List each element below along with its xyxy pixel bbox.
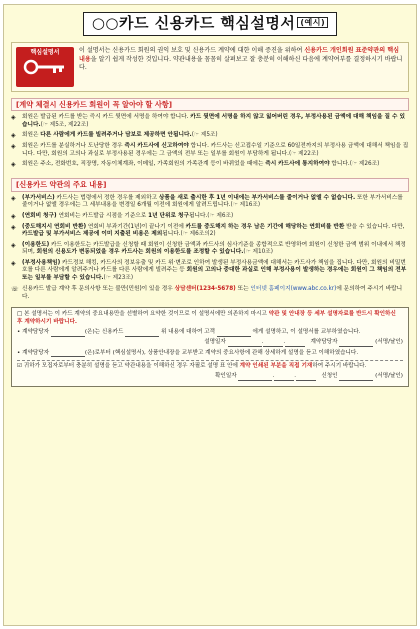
- title-tag: (예시): [297, 17, 328, 28]
- confirm-date-field[interactable]: [238, 375, 272, 381]
- list-item: ◈ 회원은 카드를 분실하거나 도난당한 경우 즉시 카드사에 신고하여야 합니다. 카드사는 신고접수일 기준으로 60일전까지의 부정사용 금액에 대해서 책임을 집니다. 다만, 회원의 고의나 과실로 부정사용된 경우에는 그 금액의 전부 또는 일부를 회원이 부담하게 됩니다.(☞ 제22조): [11, 143, 409, 157]
- homepage-link[interactable]: 인터넷 홈페이지(www.abc.co.kr): [250, 286, 337, 293]
- page-title: [83, 12, 337, 36]
- intro-box: [11, 42, 409, 92]
- list-item: ◈ (중도해지시 연회비 반환) 연회비 부과기간(1년)이 끝나기 이전에 카드를 중도해지 하는 경우 남은 기간에 해당하는 연회비를 반환 받을 수 있습니다. 다만, 카드발급 및 부가서비스 제공에 이미 지출된 비용은 제외됩니다.(☞ 제6조의2): [11, 223, 405, 238]
- confirmation-box: [11, 307, 409, 387]
- list-item: ◈ (부가서비스) 카드사는 법령에서 정한 경우를 제외하고 상품을 새로 출시한 후 1년 이내에는 부가서비스를 줄이거나 없앨 수 없습니다. 또한 부가서비스를 줄이거나 없앨 경우에는 그 세부내용을 변경일 6개월 이전에 회원에게 알려드립니다.(☞ 제16조): [11, 194, 403, 209]
- rep-sign-field[interactable]: [339, 341, 373, 347]
- diamond-bullet-icon: ◈: [11, 143, 16, 151]
- bullet-icon: •: [17, 349, 23, 356]
- key-label: 핵심설명서: [30, 48, 60, 56]
- phone-icon: ☏: [11, 286, 19, 294]
- title-text: ○○카드 신용카드 핵심설명서: [91, 14, 296, 32]
- explain-signature-row: 설명일자 . . 계약담당자 (서명/날인): [204, 338, 403, 345]
- diamond-bullet-icon: ◈: [11, 223, 16, 231]
- check-icon: ☑: [17, 363, 24, 370]
- contact-info: ☏ 신용카드 발급 계약 후 문의사항 또는 불만(민원)이 있을 경우 상담센터(1234-5678) 또는 인터넷 홈페이지(www.abc.co.kr)에 문의하여 주시기 바랍니다.: [11, 286, 403, 300]
- intro-b: 을 알기 쉽게 작성한 것입니다. 약관내용을 꼼꼼히 살펴보고 잘 충분히 이해하신 다음에 계약여부를 결정하시기 바랍니다.: [79, 55, 403, 72]
- card-blank[interactable]: [125, 331, 159, 337]
- key-badge: [16, 47, 74, 87]
- contact-center: 상담센터(1234-5678): [174, 286, 236, 293]
- intro-text: [79, 47, 404, 87]
- diamond-bullet-icon: ◈: [11, 194, 16, 202]
- applicant-signature-row: 확인일자 . . 신청인 (서명/날인): [215, 373, 403, 380]
- receipt-line: • 계약담당자 (은)로부터 (핵심설명서), 상품안내장을 교부받고 계약의 중요사항에 관해 상세하게 설명을 듣고 이해하였습니다.: [17, 349, 359, 356]
- rep-blank-2[interactable]: [51, 351, 85, 357]
- list-item: ◈ (부정사용책임) 카드정보 해킹, 카드사의 정보유출 및 카드 위·변조로 인하여 발생된 부정사용금액에 대해서는 카드사가 책임을 집니다. 다만, 회원의 비밀번호를 다른 사람에게 알려주거나 카드를 다른 사람에게 빌려주는 등 회원의 고의나 중대한 과실로 인해 부정사용이 발생하는 경우에는 회원이 그 책임의 전부 또는 일부를 부담할 수 있습니다.(☞ 제23조): [11, 259, 407, 281]
- customer-blank[interactable]: [217, 331, 251, 337]
- list-item: ◈ (이용한도) 카드 이용한도는 카드발급을 신청할 때 회원이 신청한 금액과 카드사의 심사기준을 종합적으로 반영하여 회원이 신청한 금액 범위 이내에서 책정되며, 회원의 신용도가 변동되었을 경우 카드사는 회원의 이용한도를 조정할 수 있습니다.(☞ 제10조): [11, 241, 406, 256]
- rep-blank[interactable]: [51, 331, 85, 337]
- diamond-bullet-icon: ◈: [11, 114, 16, 122]
- explain-date-field[interactable]: [228, 341, 262, 347]
- intro-a: 이 설명서는 신용카드 회원의 권익 보호 및 신용카드 계약에 대한 이해 증진을 위하여: [79, 46, 305, 54]
- diamond-bullet-icon: ◈: [11, 212, 16, 220]
- diamond-bullet-icon: ◈: [11, 161, 16, 169]
- applicant-sign-field[interactable]: [339, 375, 373, 381]
- intro-highlight: 신용카드 개인회원 표준약관의 핵심내용: [79, 46, 399, 63]
- notice-line: □ 본 설명서는 이 카드 계약의 중요내용만을 선별하여 요약한 것이므로 이 설명서에만 의존하지 마시고 약관 및 안내장 등 세부 설명자료를 반드시 확인하신 후 계약하시기 바랍니다.: [17, 311, 396, 326]
- bullet-icon: •: [17, 328, 23, 335]
- title-area: [11, 12, 409, 36]
- final-notice: ☑ 귀하가 모집자로부터 충분히 설명을 듣고 약관내용을 이해하신 경우 자필로 설명 표 안에 계약 인쇄된 부분을 직접 기재하여 주시기 바랍니다.: [17, 360, 403, 371]
- list-item: ◈ 회원은 다른 사람에게 카드를 빌려주거나 담보로 제공하면 안됩니다.(☞ 제5조): [11, 132, 218, 140]
- explain-line: • 계약담당자 (은)는 신용카드 위 내용에 대하여 고객 에게 설명하고, 이 설명서를 교부하였습니다.: [17, 328, 361, 335]
- document: [3, 4, 417, 626]
- key-icon: [23, 59, 67, 75]
- list-item: ◈ (연회비 청구) 연회비는 카드발급 시점을 기준으로 1년 단위로 청구됩니다.(☞ 제6조): [11, 212, 234, 220]
- list-item: ◈ 회원은 주소, 전화번호, 직장명, 자동이체계좌, 이메일, 가족회원의 가족관계 등이 바뀌었을 때에는 즉시 카드사에 통지하여야 합니다.(☞ 제26조): [11, 161, 380, 169]
- diamond-bullet-icon: ◈: [11, 132, 16, 140]
- diamond-bullet-icon: ◈: [11, 241, 16, 249]
- section-heading-terms: [신용카드 약관의 주요 내용]: [11, 178, 409, 192]
- diamond-bullet-icon: ◈: [11, 259, 16, 267]
- bullet-icon: □: [17, 311, 25, 318]
- section-heading-contract: [계약 체결시 신용카드 회원이 꼭 알아야 할 사항]: [11, 98, 409, 112]
- list-item: ◈ 회원은 발급된 카드를 받는 즉시 카드 뒷면에 서명을 하여야 합니다. 카드 뒷면에 서명을 하지 않고 잃어버린 경우, 부정사용된 금액에 대해 책임을 질 수 있습니다.(☞ 제5조, 제22조): [11, 114, 405, 128]
